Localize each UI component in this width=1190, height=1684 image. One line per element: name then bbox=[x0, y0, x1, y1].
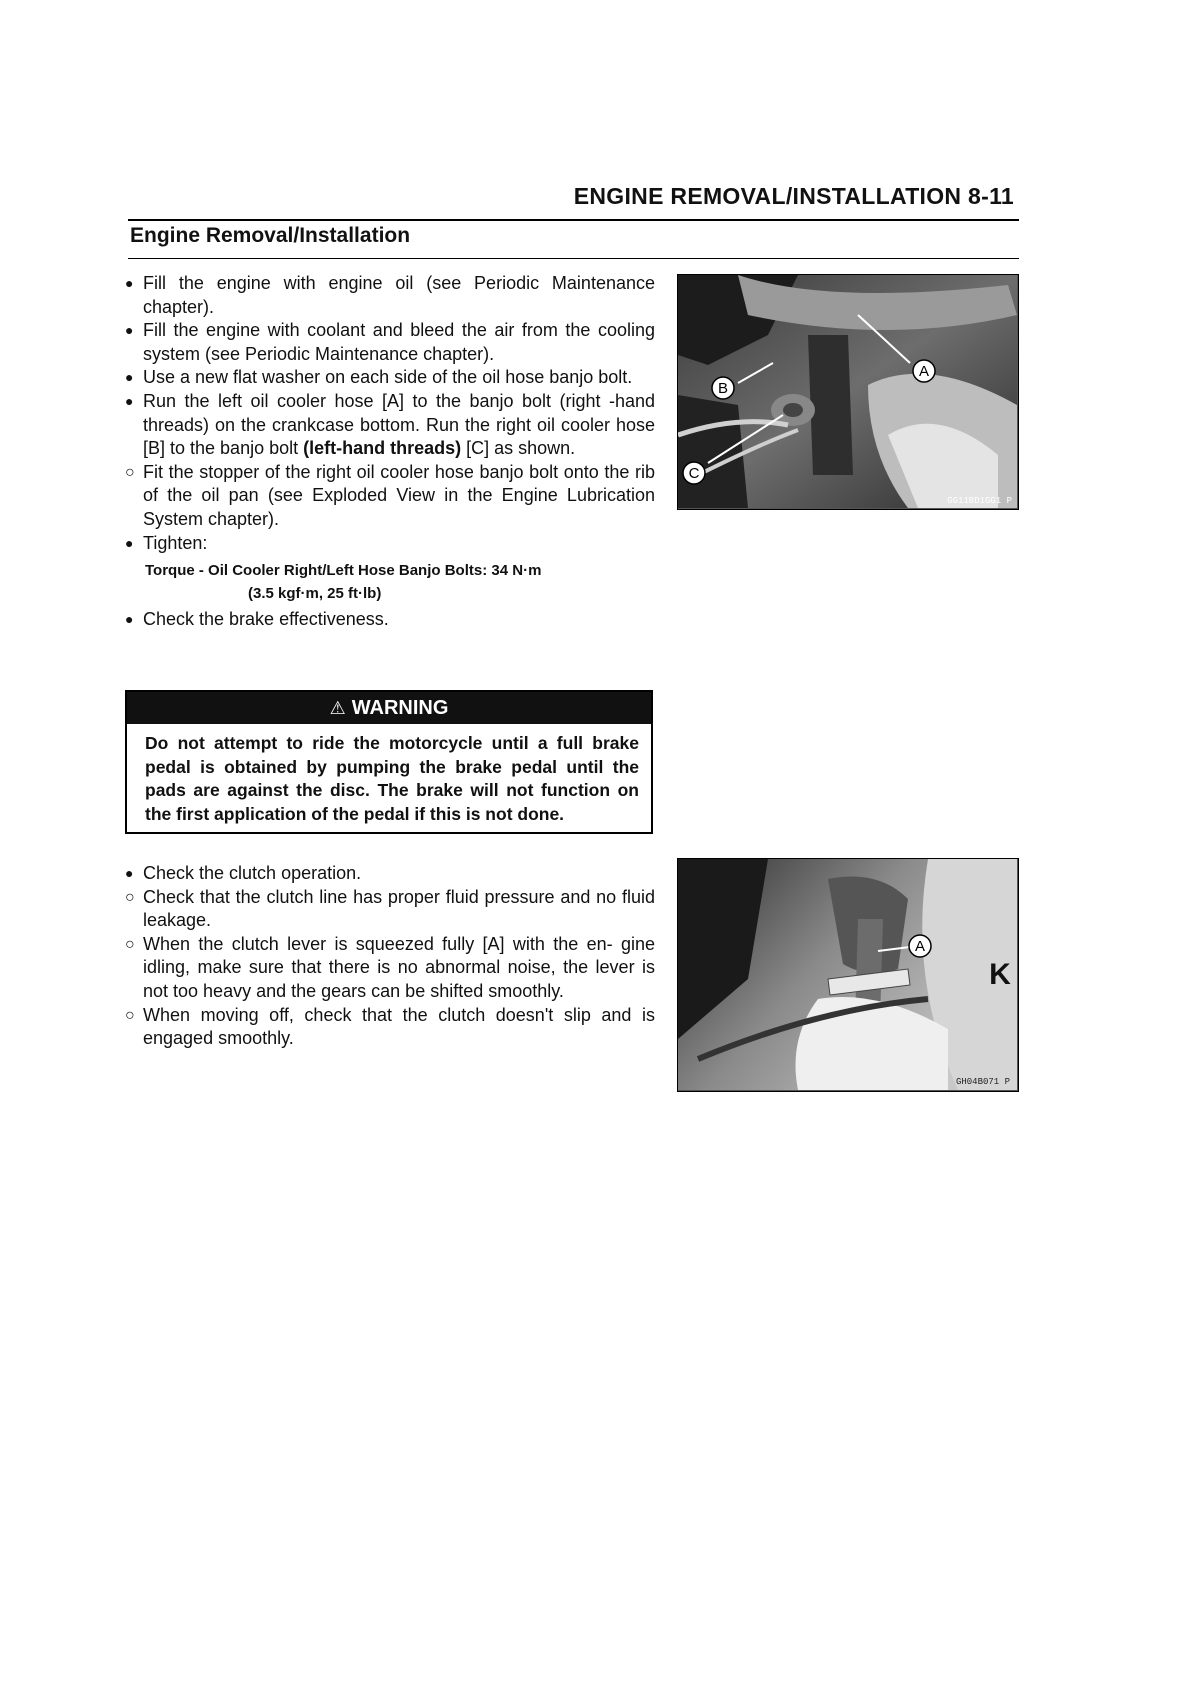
procedure-steps-bottom bbox=[125, 862, 655, 1051]
step-text: When moving off, check that the clutch doesn't slip and is engaged smoothly. bbox=[143, 1004, 655, 1049]
torque-spec bbox=[125, 559, 655, 605]
photo-clutch-lever bbox=[677, 858, 1019, 1092]
step-washer bbox=[125, 366, 655, 390]
step-check-brake bbox=[125, 608, 655, 632]
warning-box bbox=[125, 690, 653, 834]
step-text: When the clutch lever is squeezed fully [A] with the en- gine idling, make sure that there is no abnormal noise, the lever is not too heavy and the gears can be shifted smoothly. bbox=[143, 933, 655, 1001]
photo-oil-cooler-hoses-drawing bbox=[678, 275, 1017, 508]
step-text: Check the brake effectiveness. bbox=[143, 609, 389, 630]
sub-bullet-icon: ○ bbox=[125, 463, 135, 481]
bullet-icon: ● bbox=[125, 392, 134, 409]
callout-a: A bbox=[914, 938, 926, 955]
photo-oil-cooler-hoses bbox=[677, 274, 1019, 510]
photo-code: GH04B071 P bbox=[955, 1077, 1010, 1087]
torque-line-conversion: (3.5 kgf·m, 25 ft·lb) bbox=[248, 585, 382, 603]
callout-a: A bbox=[918, 363, 930, 380]
bullet-icon: ● bbox=[125, 611, 134, 628]
warning-header bbox=[127, 692, 651, 724]
running-head: ENGINE REMOVAL/INSTALLATION 8-11 bbox=[573, 183, 1014, 209]
bullet-icon: ● bbox=[125, 322, 134, 339]
bullet-icon: ● bbox=[125, 369, 134, 386]
header-rule bbox=[128, 219, 1019, 221]
step-fill-oil bbox=[125, 272, 655, 319]
warning-triangle-icon: ⚠ bbox=[329, 698, 346, 718]
step-fit-stopper bbox=[125, 461, 655, 532]
step-text: Fill the engine with coolant and bleed the air from the cooling system (see Periodic Maintenance chapter). bbox=[143, 320, 655, 364]
photo-clutch-lever-drawing bbox=[678, 859, 1017, 1090]
callout-c: C bbox=[688, 465, 700, 482]
step-check-clutch bbox=[125, 862, 655, 886]
warning-text: Do not attempt to ride the motorcycle until a full brake pedal is obtained by pumping the brake pedal until the pads are against the disc. The brake will not function on the first application of the pedal if this is not done. bbox=[145, 733, 639, 824]
bullet-icon: ● bbox=[125, 865, 134, 881]
procedure-steps-top bbox=[125, 272, 655, 632]
sub-bullet-icon: ○ bbox=[125, 1006, 135, 1024]
step-text: Check the clutch operation. bbox=[143, 863, 362, 883]
step-clutch-lever bbox=[125, 933, 655, 1004]
step-text: Tighten: bbox=[143, 532, 208, 553]
section-title: Engine Removal/Installation bbox=[130, 224, 411, 247]
photo-watermark-letter: K bbox=[989, 958, 1011, 991]
step-text: [C] as shown. bbox=[461, 438, 576, 459]
bullet-icon: ● bbox=[125, 534, 134, 551]
photo-code: GG11BD1GG1 P bbox=[947, 496, 1012, 506]
step-text: Fill the engine with engine oil (see Periodic Maintenance chapter). bbox=[143, 273, 655, 317]
torque-line: Torque - Oil Cooler Right/Left Hose Banjo Bolts: 34 N·m bbox=[145, 562, 542, 580]
sub-bullet-icon: ○ bbox=[125, 935, 135, 953]
section-rule bbox=[128, 258, 1019, 259]
step-route-hoses bbox=[125, 390, 655, 461]
step-text: Fit the stopper of the right oil cooler hose banjo bolt onto the rib of the oil pan (see Exploded View in the Engine Lubrication System chapter). bbox=[143, 461, 655, 529]
sub-bullet-icon: ○ bbox=[125, 888, 135, 906]
step-tighten bbox=[125, 532, 655, 556]
step-fill-coolant bbox=[125, 319, 655, 366]
warning-title: WARNING bbox=[351, 697, 449, 719]
step-moving-off bbox=[125, 1004, 655, 1051]
callout-b: B bbox=[717, 380, 729, 397]
step-clutch-line bbox=[125, 886, 655, 933]
step-text-bold: (left-hand threads) bbox=[303, 438, 462, 459]
bullet-icon: ● bbox=[125, 275, 134, 291]
step-text: Use a new flat washer on each side of the oil hose banjo bolt. bbox=[143, 367, 633, 388]
step-text: Check that the clutch line has proper fluid pressure and no fluid leakage. bbox=[143, 886, 655, 931]
step-text: Run the left oil cooler hose [A] to the banjo bolt (right -hand threads) on the crankcase bottom. Run the right oil cooler hose [B] to the banjo bolt bbox=[143, 390, 655, 459]
